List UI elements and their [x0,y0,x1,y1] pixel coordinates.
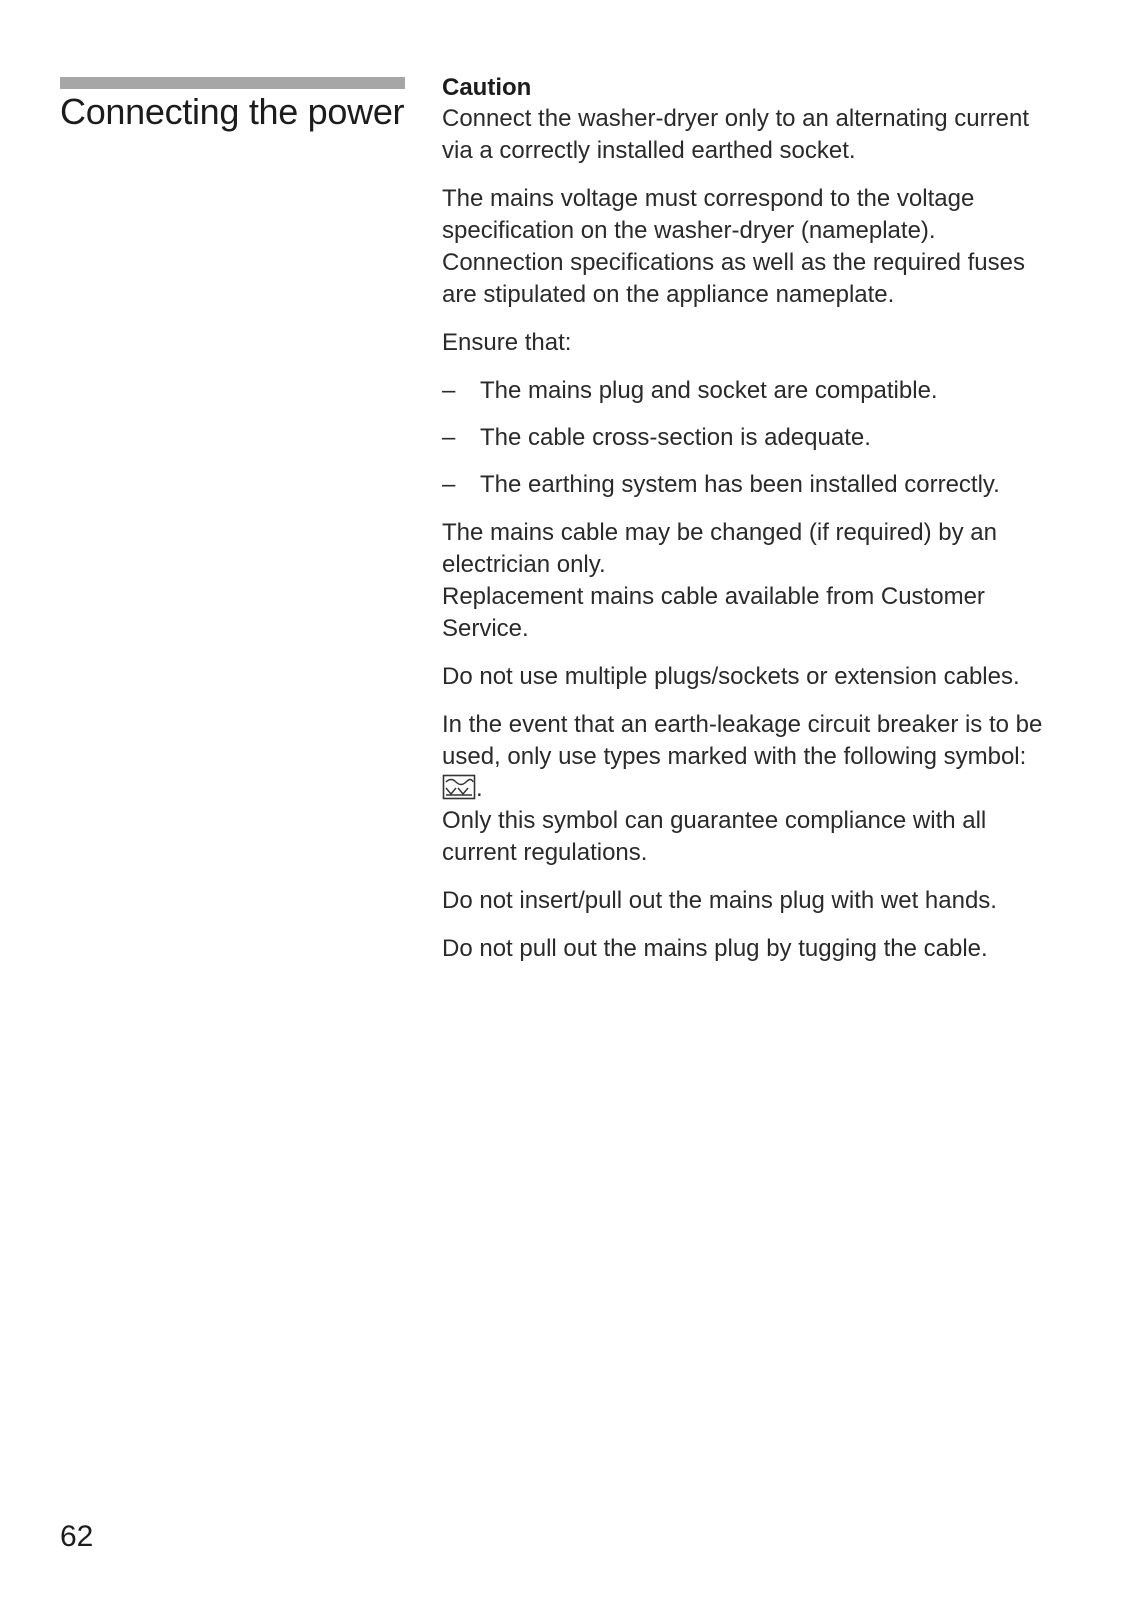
list-item [442,422,1062,454]
list-item-text: The mains plug and socket are compatible. [480,377,938,404]
caution-label: Caution [442,74,532,101]
list-item [442,375,1062,407]
list-item-text: The cable cross-section is adequate. [480,424,871,451]
page-number: 62 [60,1520,94,1553]
breaker-text-end: . [476,775,483,802]
breaker-paragraph [442,709,1062,805]
breaker-text: In the event that an earth-leakage circuit breaker is to be used, only use types marked with the following symbol: [442,711,1043,770]
tugging-paragraph: Do not pull out the mains plug by tugging the cable. [442,935,988,962]
wet-hands-paragraph: Do not insert/pull out the mains plug with wet hands. [442,887,997,914]
list-item [442,469,1062,501]
ensure-intro: Ensure that: [442,329,572,356]
instructions-body [442,72,1062,981]
section-title: Connecting the power [60,91,405,132]
bullet-dash: – [442,471,456,498]
voltage-paragraph: The mains voltage must correspond to the voltage specification on the washer-dryer (nameplate). Connection specifications as well as the required fuses are stipulated on the appliance nameplate. [442,185,1025,308]
list-item-text: The earthing system has been installed correctly. [480,471,1000,498]
breaker-compliance-paragraph: Only this symbol can guarantee compliance with all current regulations. [442,807,987,866]
cable-change-paragraph: The mains cable may be changed (if required) by an electrician only. Replacement mains cable available from Customer Service. [442,519,997,642]
caution-paragraph: Connect the washer-dryer only to an alternating current via a correctly installed earthed socket. [442,105,1029,164]
rcd-type-symbol-icon [442,774,476,800]
bullet-dash: – [442,424,456,451]
ensure-list [442,375,1062,501]
multiple-plugs-paragraph: Do not use multiple plugs/sockets or extension cables. [442,663,1020,690]
bullet-dash: – [442,377,456,404]
section-heading-rule [60,77,405,89]
